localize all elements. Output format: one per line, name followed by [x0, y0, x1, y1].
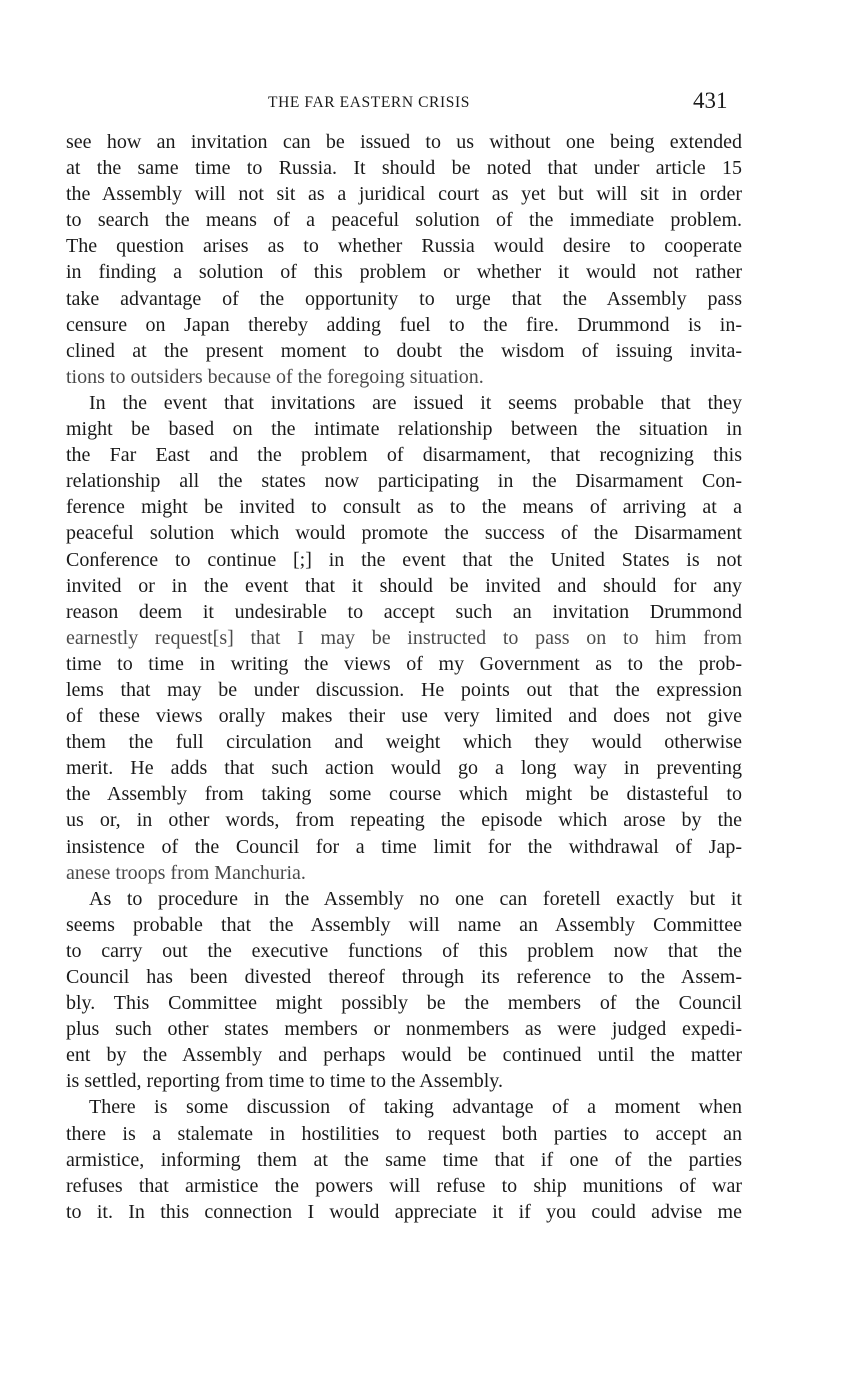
- text-line: at the same time to Russia. It should be noted that under article 15: [66, 157, 742, 180]
- text-line: reason deem it undesirable to accept such an invitation Drummond: [66, 600, 742, 623]
- text-line: armistice, informing them at the same time that if one of the parties: [66, 1148, 742, 1171]
- text-line: time to time in writing the views of my Government as to the prob-: [66, 652, 742, 675]
- text-line: see how an invitation can be issued to us without one being extended: [66, 131, 742, 153]
- text-line: the Assembly from taking some course which might be distasteful to: [66, 783, 742, 806]
- text-line: ference might be invited to consult as to the means of arriving at a: [66, 496, 742, 519]
- text-line: there is a stalemate in hostilities to request both parties to accept an: [66, 1122, 742, 1145]
- text-line: anese troops from Manchuria.: [66, 861, 306, 884]
- text-line: earnestly request[s] that I may be instructed to pass on to him from: [66, 626, 742, 649]
- text-line: in finding a solution of this problem or whether it would not rather: [66, 261, 742, 284]
- text-line: refuses that armistice the powers will refuse to ship munitions of war: [66, 1174, 742, 1197]
- text-line: bly. This Committee might possibly be the members of the Council: [66, 992, 742, 1015]
- body-text: [66, 129, 742, 1225]
- text-line: clined at the present moment to doubt the wisdom of issuing invita-: [66, 339, 742, 362]
- text-line: of these views orally makes their use very limited and does not give: [66, 705, 742, 728]
- text-line: ent by the Assembly and perhaps would be continued until the matter: [66, 1044, 742, 1067]
- text-line: peaceful solution which would promote the success of the Disarmament: [66, 522, 742, 545]
- text-line: the Far East and the problem of disarmament, that recognizing this: [66, 444, 742, 467]
- text-line: the Assembly will not sit as a juridical court as yet but will sit in order: [66, 183, 742, 206]
- text-line: tions to outsiders because of the foregoing situation.: [66, 365, 484, 388]
- text-line: invited or in the event that it should be invited and should for any: [66, 574, 742, 597]
- text-line: is settled, reporting from time to time to the Assembly.: [66, 1070, 503, 1093]
- text-line: As to procedure in the Assembly no one can foretell exactly but it: [89, 887, 742, 910]
- text-line: plus such other states members or nonmembers as were judged expedi-: [66, 1018, 742, 1041]
- text-line: There is some discussion of taking advantage of a moment when: [89, 1096, 742, 1119]
- text-line: lems that may be under discussion. He points out that the expression: [66, 678, 742, 701]
- running-title: THE FAR EASTERN CRISIS: [268, 94, 470, 111]
- text-line: to search the means of a peaceful solution of the immediate problem.: [66, 209, 742, 232]
- text-line: Council has been divested thereof through its reference to the Assem-: [66, 966, 742, 988]
- text-line: In the event that invitations are issued it seems probable that they: [89, 391, 742, 414]
- text-line: take advantage of the opportunity to urge that the Assembly pass: [66, 287, 742, 310]
- text-line: might be based on the intimate relationship between the situation in: [66, 418, 742, 441]
- running-header: [0, 88, 854, 118]
- text-line: to it. In this connection I would appreciate it if you could advise me: [66, 1200, 742, 1223]
- text-line: relationship all the states now participating in the Disarmament Con-: [66, 470, 742, 493]
- text-line: seems probable that the Assembly will name an Assembly Committee: [66, 913, 742, 936]
- text-line: them the full circulation and weight which they would otherwise: [66, 731, 742, 754]
- text-line: to carry out the executive functions of this problem now that the: [66, 939, 742, 962]
- text-line: censure on Japan thereby adding fuel to the fire. Drummond is in-: [66, 313, 742, 336]
- text-line: us or, in other words, from repeating the episode which arose by the: [66, 809, 742, 832]
- text-line: The question arises as to whether Russia would desire to cooperate: [66, 235, 742, 258]
- text-line: merit. He adds that such action would go a long way in preventing: [66, 757, 742, 780]
- text-line: insistence of the Council for a time limit for the withdrawal of Jap-: [66, 835, 742, 858]
- text-line: Conference to continue [;] in the event that the United States is not: [66, 548, 742, 571]
- page-number: 431: [693, 88, 728, 113]
